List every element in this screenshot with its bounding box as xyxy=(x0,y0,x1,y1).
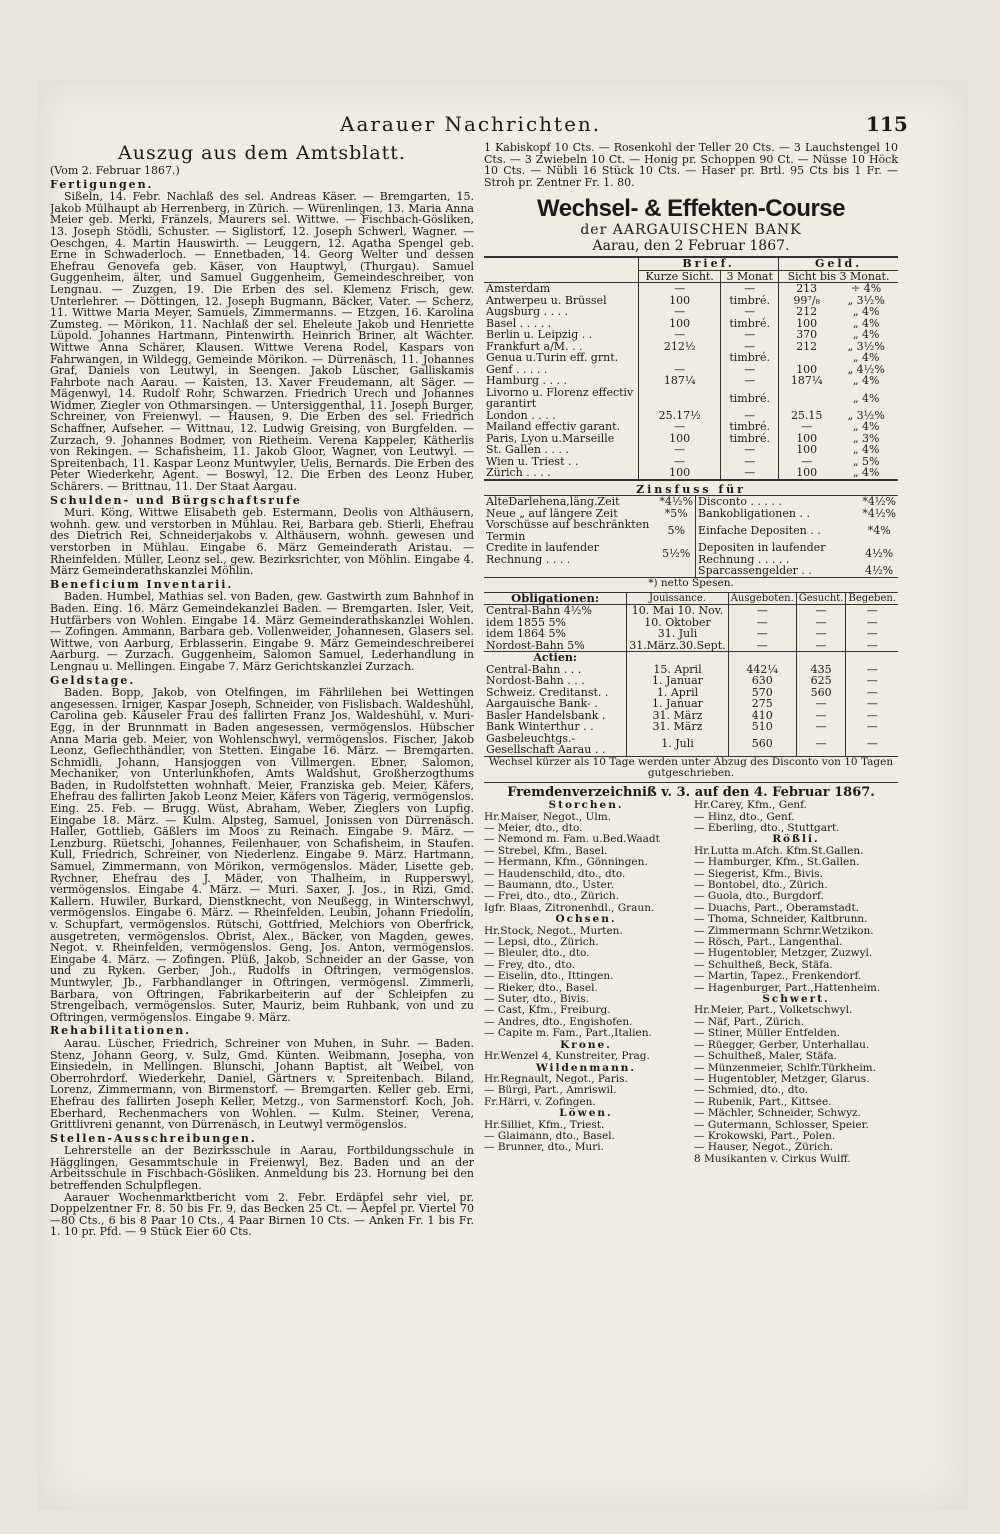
fx-geld-value: 212 xyxy=(779,306,835,318)
fx-geld-value: 213 xyxy=(779,283,835,295)
obligationen-header: Obligationen: xyxy=(484,592,627,605)
security-ausgeboten: — xyxy=(728,617,796,629)
fx-subtitle: der AARGAUISCHEN BANK xyxy=(580,222,802,239)
fx-geld-value: 100 xyxy=(779,444,835,456)
fx-date: Aarau, den 2 Februar 1867. xyxy=(592,238,790,255)
section-heading: Geldstage. xyxy=(50,673,136,687)
fx-geld-value: 100 xyxy=(779,433,835,445)
zins-right-label: Einfache Depositen . . xyxy=(696,519,861,542)
security-begeben: — xyxy=(846,664,898,676)
fx-place: Augsburg . . . . xyxy=(486,305,569,319)
obligation-row xyxy=(484,640,898,652)
security-jouissance: 31.März.30.Sept. xyxy=(627,640,728,652)
zins-right-label: Disconto . . . . . xyxy=(696,496,861,508)
fx-geld-value: 100 xyxy=(779,467,835,480)
section-paragraph: Sißeln, 14. Febr. Nachlaß des sel. Andreas Käser. — Bremgarten, 15. Jakob Mülhaupt ab Herrenberg, in Zürich. — Würenlingen, 13. Maria Anna Meier geb. Merki, Fränzels, Maurers sel. Wittwe. — Fischbach-Gösliken, 13. Joseph Stödli, Schuster. — Siglistorf, 12. Joseph Schwerl, Wagner. — Oeschgen, 4. Martin Hauswirth. — Leuggern, 12. Agatha Spengel geb. Erne in Schwaderloch. — Ennetbaden, 14. Georg Welter und dessen Ehefrau Genovefa geb. Käser, von Hauptwyl, (Thurgau). Samuel Guggenheim, älter, und Samuel Guggenheim, Gemeindeschreiber, von Lengnau. — Zuzgen, 19. Die Erben des sel. Klemenz Frisch, gew. Unterlehrer. — Döttingen, 12. Joseph Bugmann, Bäcker, Vater. — Scherz, 11. Wittwe Maria Meyer, Samuels, Zimmermanns. — Etzgen, 16. Karolina Zumsteg. — Mörikon, 11. Nachlaß der sel. Eheleute Jakob und Henriette Lüpold. Johannes Hartmann, Pintenwirth. Heinrich Briner, alt Wächter. Wittwe Anna Schärer, Klausen. Wittwe Verena Rodel, Kaspars von Fahrwangen, in Wildegg, Gemeinde Mörikon. — Dürrenäsch, 11. Johannes Graf, Daniels von Leutwyl, in Seengen. Jakob Lüscher, Galliskamis Fahrbote nach Aarau. — Kaisten, 13. Xaver Freudemann, alt Säger. — Mägenwyl, 14. Rudolf Rohr, Schwarzen. Friedrich Urech und Johannes Widmer, Ziegler von Othmarsingen. — Untersiggenthal, 11. Joseph Burger, Schreiner, von Freienwyl. — Hausen, 9. Die Erben des sel. Friedrich Schaffner, Aufseher. — Wittnau, 12. Ludwig Greising, von Burgfelden. — Zurzach, 9. Johannes Bodmer, von Rietheim. Verena Kappeler, Kätherlis von Rekingen. — Schafisheim, 11. Jakob Gloor, Wagner, von Leutwyl. — Spreitenbach, 11. Kaspar Leonz Muntwyler, Uelis, Bernards. Die Erben des Peter Wiederkehr, Agent. — Boswyl, 12. Die Erben des Leonz Huber, Schärers. — Brittnau, 11. Der Staat Aargau. xyxy=(50,190,474,494)
security-gesucht: — xyxy=(796,710,846,722)
visitor-entry: — Schmied, dto., dto. xyxy=(694,1085,809,1097)
fx-drei-monat: timbré. xyxy=(721,295,779,307)
fx-place: Hamburg . . . . xyxy=(486,374,567,388)
hotel-name: Ochsen. xyxy=(555,914,617,926)
visitor-entry: — Martin, Tapez., Frenkendorf. xyxy=(694,971,862,983)
security-jouissance: 1. April xyxy=(627,687,728,699)
visitor-entry: — Rüegger, Gerber, Unterhallau. xyxy=(694,1039,870,1051)
interest-rates-body xyxy=(484,496,898,578)
visitor-entry: — Cast, Kfm., Freiburg. xyxy=(484,1005,611,1017)
zins-row xyxy=(484,519,898,542)
share-row xyxy=(484,721,898,733)
fx-row xyxy=(484,467,898,480)
security-name: Nordost-Bahn . . . xyxy=(486,674,585,688)
security-gesucht: — xyxy=(796,605,846,617)
visitor-entry: — Guola, dto., Burgdorf. xyxy=(694,891,824,903)
zins-row xyxy=(484,542,898,565)
security-begeben: — xyxy=(846,628,898,640)
visitor-entry: — Frei, dto., dto., Zürich. xyxy=(484,891,619,903)
visitor-entry: — Baumann, dto., Uster. xyxy=(484,880,614,891)
fx-kurze-sicht: — xyxy=(639,444,721,456)
zins-left-label xyxy=(484,565,657,577)
security-begeben: — xyxy=(846,675,898,687)
visitor-entry: — Hamburger, Kfm., St.Gallen. xyxy=(694,857,860,869)
hotel-name: Löwen. xyxy=(559,1108,613,1120)
fx-place: Paris, Lyon u.Marseille xyxy=(486,431,615,445)
visitor-entry: Hr.Wenzel 4, Kunstreiter, Prag. xyxy=(484,1051,650,1063)
visitor-entry: — Meier, dto., dto. xyxy=(484,822,583,834)
exchange-rates-table xyxy=(484,256,898,481)
section-heading: Fertigungen. xyxy=(50,177,154,191)
fx-row xyxy=(484,387,898,410)
visitor-entry: — Rösch, Part., Langenthal. xyxy=(694,937,843,949)
fx-kurze-sicht: 100 xyxy=(639,295,721,307)
zins-left-rate: 5% xyxy=(667,524,685,538)
section-heading: Beneficium Inventarii. xyxy=(50,577,234,591)
obligation-row xyxy=(484,628,898,640)
fx-kurze-sicht: 25.17½ xyxy=(639,410,721,422)
fx-drei-monat: — xyxy=(721,283,779,295)
security-jouissance: 1. Juli xyxy=(627,733,728,757)
security-gesucht: — xyxy=(796,698,846,710)
fx-place: Amsterdam xyxy=(486,282,551,296)
zins-left-label: Credite in laufender Rechnung . . . . xyxy=(486,541,599,566)
fx-geld-value: — xyxy=(779,421,835,433)
security-begeben: — xyxy=(846,687,898,699)
visitor-entry: — Thoma, Schneider, Kaltbrunn. xyxy=(694,914,868,926)
security-gesucht: — xyxy=(796,640,846,652)
amtsblatt-title: Auszug aus dem Amtsblatt. xyxy=(118,142,406,164)
security-begeben: — xyxy=(846,733,898,757)
fx-geld-rate: „ 4% xyxy=(852,351,880,365)
fx-drei-monat: — xyxy=(721,329,779,341)
zins-right-label: Sparcassengelder . . xyxy=(696,565,861,577)
fx-geld-value: 212 xyxy=(779,341,835,353)
visitors-title: Fremdenverzeichniß v. 3. auf den 4. Februar 1867. xyxy=(507,784,875,800)
security-gesucht: — xyxy=(796,721,846,733)
hotel-name: Krone. xyxy=(560,1039,612,1051)
securities-table xyxy=(484,592,898,757)
fx-kurze-sicht: — xyxy=(639,306,721,318)
security-name: Aargauische Bank- . xyxy=(486,697,598,711)
fx-place: Basel . . . . . xyxy=(486,316,552,330)
security-gesucht: 435 xyxy=(796,664,846,676)
fx-geld-rate: „ 3½% xyxy=(847,293,885,307)
fx-kurze-sicht: — xyxy=(639,456,721,468)
section-paragraph: Aarauer Wochenmarktbericht vom 2. Febr. Erdäpfel sehr viel, pr. Doppelzentner Fr. 8. 50 bis Fr. 9, das Becken 25 Ct. — Aepfel pr. Viertel 70—80 Cts., 6 bis 8 Paar 10 Cts., 4 Paar Birnen 10 Cts. — Anken Fr. 1 bis Fr. 1. 10 pr. Pfd. — 9 Stück Eier 60 Cts. xyxy=(50,1190,474,1239)
security-jouissance: 31. Juli xyxy=(627,628,728,640)
visitor-entry: Hr.Carey, Kfm., Genf. xyxy=(694,800,808,812)
security-gesucht: — xyxy=(796,617,846,629)
section-heading: Stellen-Ausschreibungen. xyxy=(50,1131,257,1145)
brief-header: Brief. xyxy=(639,257,779,270)
visitor-entry: — Rubenik, Part., Kittsee. xyxy=(694,1096,832,1108)
visitor-entry: — Schultheß, Beck, Stäfa. xyxy=(694,959,833,971)
visitor-entry: — Hermann, Kfm., Gönningen. xyxy=(484,857,648,869)
fx-geld-value xyxy=(779,387,835,410)
exchange-rates-body xyxy=(484,283,898,480)
fx-geld-rate: „ 5% xyxy=(852,454,880,468)
fx-kurze-sicht: — xyxy=(639,421,721,433)
visitor-entry: — Eberling, dto., Stuttgart. xyxy=(694,822,840,834)
security-name: Central-Bahn . . . xyxy=(486,662,582,676)
security-name: Gasbeleuchtgs.-Gesellschaft Aarau . . xyxy=(486,731,606,757)
visitor-entry: Hr.Silliet, Kfm., Triest. xyxy=(484,1119,605,1131)
visitor-entry: — Capite m. Fam., Part.,Italien. xyxy=(484,1028,652,1040)
visitor-entry: Hr.Stock, Negot., Murten. xyxy=(484,925,623,937)
fx-drei-monat: — xyxy=(721,467,779,480)
security-name: idem 1864 5% xyxy=(486,627,566,641)
zins-left-label: Vorschüsse auf beschränkten Termin xyxy=(486,518,650,543)
visitor-entry: — Bleuler, dto., dto. xyxy=(484,948,590,960)
visitor-entry: — Frey, dto., dto. xyxy=(484,959,576,971)
security-begeben: — xyxy=(846,710,898,722)
visitor-entry: — Suter, dto., Bivis. xyxy=(484,994,589,1006)
security-begeben: — xyxy=(846,617,898,629)
security-begeben: — xyxy=(846,721,898,733)
fx-place: Frankfurt a/M. . . xyxy=(486,339,583,353)
sicht-header: Sicht bis 3 Monat. xyxy=(779,270,898,283)
visitor-entry: — Münzenmeier, Schlfr.Türkheim. xyxy=(694,1062,876,1074)
visitor-entry: — Zimmermann Schrnr.Wetzikon. xyxy=(694,925,874,937)
hotel-name: Storchen. xyxy=(548,800,624,812)
fx-title: Wechsel- & Effekten-Course xyxy=(537,195,845,223)
fx-geld-rate: „ 4% xyxy=(852,374,880,388)
security-gesucht: 625 xyxy=(796,675,846,687)
amtsblatt-sections xyxy=(50,179,474,1238)
fx-place: Livorno u. Florenz effectiv garantirt xyxy=(486,385,634,411)
fx-kurze-sicht xyxy=(639,387,721,410)
fx-place: Mailand effectiv garant. xyxy=(486,420,621,434)
visitor-entry: — Nemond m. Fam. u.Bed.Waadt xyxy=(484,834,660,846)
visitor-entry: — Hugentobler, Metzger, Glarus. xyxy=(694,1073,870,1085)
jouissance-header: Jouissance. xyxy=(627,592,728,605)
hotel-name: Rößli. xyxy=(772,834,820,846)
visitors-column-1 xyxy=(484,800,688,1165)
securities-note: Wechsel kürzer als 10 Tage werden unter Abzug des Disconto von 10 Tagen gutgeschrieben. xyxy=(484,757,898,783)
fx-geld-rate: „ 3% xyxy=(852,431,880,445)
fx-kurze-sicht: 212½ xyxy=(639,341,721,353)
fx-kurze-sicht: 187¼ xyxy=(639,375,721,387)
section-paragraph: Aarau. Lüscher, Friedrich, Schreiner von Muhen, in Suhr. — Baden. Stenz, Johann Georg, v. Sulz, Gmd. Künten. Weibmann, Josepha, von Einsiedeln, in Mellingen. Blunschi, Johann Baptist, alt Weibel, von Oberrohrdorf. Wiederkehr, Daniel, Gärtners v. Spreitenbach. Biland, Lorenz, Zimmermann, von Birmenstorf. — Bremgarten. Keller geb. Erni, Ehefrau des fallirten Joseph Keller, Metzg., von Sarmenstorf. Koch, Joh. Eberhard, Rechenmachers von Wohlen. — Kulm. Steiner, Verena, Grittlivreni genannt, von Dürrenäsch, in Leutwyl vermögenslos. xyxy=(50,1036,474,1132)
fx-drei-monat: — xyxy=(721,456,779,468)
fx-drei-monat: timbré. xyxy=(721,352,779,364)
section-heading: Schulden- und Bürgschaftsrufe xyxy=(50,493,302,507)
fx-geld-rate: „ 4% xyxy=(852,305,880,319)
zins-right-rate: 4½% xyxy=(865,564,894,578)
visitor-entry: — Rieker, dto., Basel. xyxy=(484,982,598,994)
zins-left-label: AlteDarlehena,läng.Zeit xyxy=(486,495,620,509)
section-paragraph: Baden. Bopp, Jakob, von Otelfingen, im Fährlilehen bei Wettingen angesessen. Irniger, Kaspar Joseph, Schneider, von Fislisbach. Waldeshühl, Carolina geb. Käuseler Frau des fallirten Franz Jos. Waldeshühl, v. Muri-Egg, in der Brunnmatt in Baden angesessen, vermögenslos. Hübscher Anna Maria geb. Meier, von Wohlenschwyl, vermögenslos. Fischer, Jakob Leonz, Geflechthändler, von Stetten. Eingabe 16. März. — Bremgarten. Schmidli, Johann, Hansjoggen von Villmergen. Ebner, Salomon, Mechaniker, von Unterlunkhofen, Amts Waldshut, Großherzogthums Baden, in Rudolfstetten wohnhaft. Meier, Franziska geb. Meier, Käfers, Ehefrau des fallirten Jakob Leonz Meier, Käfers von Tägerig, vermögenslos. Eing. 25. Feb. — Brugg. Wüst, Abraham, Weber, Zieglers von Lupfig. Eingabe 18. März. — Kulm. Alpsteg, Samuel, Jonissen von Dürrenäsch. Haller, Gottlieb, Gäßlers im Moos zu Reinach. Eingabe 9. März. — Lenzburg. Rüetschi, Johannes, Feilenhauer, von Schafisheim, in Staufen. Kull, Friedrich, Schreiner, von Niederlenz. Eingabe 9. März. Hartmann, Samuel, Zimmermann, von Mörikon, vermögenslos. Mäder, Lisette geb. Rychner, Ehefrau des J. Mäder, von Thalheim, in Rupperswyl, vermögenslos. Eingabe 4. März. — Muri. Saxer, J. Jos., in Rizi, Gmd. Kallern. Huwiler, Burkard, Dienstknecht, von Neußegg, in Winterschwyl, vermögenslos. Eingabe 6. März. — Rheinfelden. Leubin, Johann Friedolin, v. Schupfart, vermögenslos. Rütschi, Gottfried, Melchiors von Oberfrick, ausgetreten, vermögenslos. Obrist, Alex., Bäcker, von Magden, gewes. Negot. v. Rheinfelden, vermögenslos. Geng, Jos. Anton, vermögenslos. Eingabe 4. März. — Zofingen. Plüß, Jakob, Schneider an der Gasse, von und zu Ryken. Gerber, Joh., Rudolfs in Oftringen, vermögenslos. Muntwyler, Jb., Farbhandlanger in Oftringen, vermögensl. Zimmerli, Barbara, von Oftringen, Fabrikarbeiterin auf der Schleipfen zu Strengelbach, vermögenslos. Suter, Mauriz, beim Ruhbank, von und zu Oftringen, vermögenslos. Eingabe 9. März. xyxy=(50,686,474,1024)
zins-right-rate: *4½% xyxy=(862,495,896,509)
fx-drei-monat: timbré. xyxy=(721,318,779,330)
visitor-entry: — Hugentobler, Metzger, Zuzwyl. xyxy=(694,948,873,960)
visitor-entry: — Mächler, Schneider, Schwyz. xyxy=(694,1108,861,1120)
security-name: Basler Handelsbank . xyxy=(486,708,606,722)
security-name: Schweiz. Creditanst. . xyxy=(486,685,609,699)
hotel-name: Wildenmann. xyxy=(535,1062,637,1074)
fx-place: Antwerpeu u. Brüssel xyxy=(486,293,607,307)
fx-drei-monat: — xyxy=(721,444,779,456)
amtsblatt-subtitle: (Vom 2. Februar 1867.) xyxy=(50,164,180,177)
section-paragraph: Baden. Humbel, Mathias sel. von Baden, gew. Gastwirth zum Bahnhof in Baden. Eing. 16. März Gemeindekanzlei Baden. — Bremgarten. Isler, Veit, Hutfärbers von Wohlen. Eingabe 14. März Gemeinderathskanzlei Wohlen. — Zofingen. Ammann, Barbara geb. Vollenweider, Johannesen, Glasers sel. Wittwe, von Aarburg, Erblasserin. Eingabe 9. März Gemeindeschreiberei Aarburg. — Zurzach. Guggenheim, Salomon Samuel, Lederhandlung in Lengnau u. Mellingen. Eingabe 7. März Gerichtskanzlei Zurzach. xyxy=(50,590,474,673)
fx-geld-value: 187¼ xyxy=(779,375,835,387)
actien-header: Actien: xyxy=(484,652,627,664)
security-name: Nordost-Bahn 5% xyxy=(486,638,585,652)
fx-drei-monat: — xyxy=(721,364,779,376)
security-jouissance: 31. März xyxy=(627,710,728,722)
security-ausgeboten: 410 xyxy=(728,710,796,722)
zins-right-label: Depositen in laufender Rechnung . . . . . xyxy=(696,542,861,565)
fx-drei-monat: — xyxy=(721,341,779,353)
fx-drei-monat: timbré. xyxy=(721,387,779,410)
visitor-entry: Hr.Maiser, Negot., Ulm. xyxy=(484,811,612,823)
zins-left-rate: *5% xyxy=(664,506,688,520)
visitor-entry: — Eiselin, dto., Ittingen. xyxy=(484,971,614,983)
fx-geld-rate: „ 4½% xyxy=(847,362,885,376)
security-begeben: — xyxy=(846,698,898,710)
fx-drei-monat: timbré. xyxy=(721,433,779,445)
zins-left-label: Neue „ auf längere Zeit xyxy=(486,506,618,520)
visitor-entry: — Duachs, Part., Oberamstadt. xyxy=(694,902,860,914)
fx-drei-monat: timbré. xyxy=(721,421,779,433)
fx-geld-value: — xyxy=(779,456,835,468)
security-gesucht: — xyxy=(796,733,846,757)
fx-geld-rate: „ 4% xyxy=(852,420,880,434)
fx-geld-rate: „ 3½% xyxy=(847,339,885,353)
security-jouissance: 1. Januar xyxy=(627,698,728,710)
kurze-sicht-header: Kurze Sicht. xyxy=(639,270,721,283)
fx-geld-value: 99⁷/₈ xyxy=(779,295,835,307)
fx-geld-value: 25.15 xyxy=(779,410,835,422)
visitor-entry: — Andres, dto., Engishofen. xyxy=(484,1016,633,1028)
zins-right-rate: 4½% xyxy=(865,547,894,561)
visitor-entry: — Krokowski, Part., Polen. xyxy=(694,1130,836,1142)
section-heading: Rehabilitationen. xyxy=(50,1024,192,1038)
fx-geld-rate: „ 4% xyxy=(852,391,880,405)
zins-footnote: *) netto Spesen. xyxy=(648,576,734,589)
fx-drei-monat: — xyxy=(721,410,779,422)
visitor-entry: Hr.Meier, Part., Volketschwyl. xyxy=(694,1005,853,1017)
security-begeben: — xyxy=(846,605,898,617)
security-ausgeboten: 510 xyxy=(728,721,796,733)
security-ausgeboten: 630 xyxy=(728,675,796,687)
gesucht-header: Gesucht. xyxy=(796,592,846,605)
visitor-entry: — Näf, Part., Zürich. xyxy=(694,1016,804,1028)
zins-left-rate: *4½% xyxy=(659,495,694,509)
fx-kurze-sicht: 100 xyxy=(639,433,721,445)
fx-geld-value: 100 xyxy=(779,318,835,330)
visitor-entry: 8 Musikanten v. Cirkus Wulff. xyxy=(694,1153,851,1165)
section-paragraph: Muri. Köng, Wittwe Elisabeth geb. Estermann, Deolis von Althäusern, wohnh. gew. und verstorben in Mühlau. Rei, Barbara geb. Stierli, Ehefrau des Dietrich Rei, Schneiderjakobs v. Althäusern, wohnh. gewesen und verstorben in Mühlau. Eingabe 6. März Gemeinderath Aristau. — Rheinfelden. Müller, Leonz sel., gew. Bezirksrichter, von Möhlin. Eingabe 4. März Gemeinderathskanzlei Möhlin. xyxy=(50,506,474,578)
visitor-entry: Igfr. Blaas, Zitronenhdl., Graun. xyxy=(484,902,655,914)
security-begeben: — xyxy=(846,640,898,652)
visitor-entry: — Hagenburger, Part.,Hattenheim. xyxy=(694,982,881,994)
visitor-entry: Fr.Härri, v. Zofingen. xyxy=(484,1096,596,1108)
security-ausgeboten: — xyxy=(728,628,796,640)
security-name: idem 1855 5% xyxy=(486,615,566,629)
market-report-continued: 1 Kabiskopf 10 Cts. — Rosenkohl der Teller 20 Cts. — 3 Lauchstengel 10 Cts. — 3 Zwiebeln 10 Ct. — Honig pr. Schoppen 90 Ct. — Nüsse 10 Höck 10 Cts. — Nübli 16 Stück 10 Cts. — Haser pr. Brtl. 95 Cts bis 1 Fr. — Stroh pr. Zentner Fr. 1. 80. xyxy=(484,142,898,189)
fx-place: Berlin u. Leipzig . . xyxy=(486,328,593,342)
fx-place: Zürich . . . . xyxy=(486,466,551,480)
visitor-entry: — Gutermann, Schlosser, Speier. xyxy=(694,1119,869,1131)
zins-right-label: Bankobligationen . . xyxy=(696,508,861,520)
visitor-entry: Hr.Lutta m.Afch. Kfm.St.Gallen. xyxy=(694,845,864,857)
security-ausgeboten: 442¼ xyxy=(728,664,796,676)
fx-place: Genua u.Turin eff. grnt. xyxy=(486,351,619,365)
visitor-entry: — Stiner, Müller Entfelden. xyxy=(694,1028,841,1040)
visitor-entry: — Bontobel, dto., Zürich. xyxy=(694,880,828,891)
zins-left-rate xyxy=(657,565,695,577)
security-jouissance: 10. Oktober xyxy=(627,617,728,629)
security-ausgeboten: — xyxy=(728,605,796,617)
fx-kurze-sicht: 100 xyxy=(639,318,721,330)
fx-drei-monat: — xyxy=(721,306,779,318)
hotel-name: Schwert. xyxy=(762,994,830,1006)
fx-kurze-sicht: — xyxy=(639,364,721,376)
fx-kurze-sicht: 100 xyxy=(639,467,721,480)
visitor-entry: — Strebel, Kfm., Basel. xyxy=(484,845,608,857)
fx-geld-value: 370 xyxy=(779,329,835,341)
fx-geld-rate: „ 4% xyxy=(852,443,880,457)
zins-left-rate: 5½% xyxy=(662,547,691,561)
obligations-body xyxy=(484,605,898,652)
fx-place: Wien u. Triest . . xyxy=(486,454,579,468)
visitor-entry: — Bürgi, Part., Amriswil. xyxy=(484,1085,617,1097)
security-ausgeboten: 570 xyxy=(728,687,796,699)
shares-body xyxy=(484,664,898,757)
fx-geld-rate: „ 4% xyxy=(852,316,880,330)
right-column xyxy=(484,142,898,1462)
fx-drei-monat: — xyxy=(721,375,779,387)
security-ausgeboten: 560 xyxy=(728,733,796,757)
fx-place: St. Gallen . . . . xyxy=(486,443,569,457)
running-head-title: Aarauer Nachrichten. xyxy=(340,112,602,136)
security-gesucht: 560 xyxy=(796,687,846,699)
share-row xyxy=(484,698,898,710)
security-name: Bank Winterthur . . xyxy=(486,720,594,734)
visitors-column-2 xyxy=(694,800,898,1165)
fx-geld-rate: ÷ 4% xyxy=(851,282,882,296)
visitor-entry: — Glaimann, dto., Basel. xyxy=(484,1130,615,1142)
begeben-header: Begeben. xyxy=(846,592,898,605)
fx-kurze-sicht: — xyxy=(639,329,721,341)
security-gesucht: — xyxy=(796,628,846,640)
obligation-row xyxy=(484,605,898,617)
fx-geld-value: 100 xyxy=(779,364,835,376)
fx-geld-rate: „ 3½% xyxy=(847,408,885,422)
section-paragraph: Lehrerstelle an der Bezirksschule in Aarau, Fortbildungsschule in Hägglingen, Gesammtschule in Freienwyl, Bez. Baden und an der Arbeitsschule in Fischbach-Gösliken. Anmeldung bis 23. Hornung bei den betreffenden Schulpflegen. xyxy=(50,1144,474,1193)
left-column xyxy=(50,142,474,1462)
visitor-entry: Hr.Regnault, Negot., Paris. xyxy=(484,1073,628,1085)
page-number: 115 xyxy=(866,112,908,136)
interest-rates-table xyxy=(484,495,898,578)
geld-header: Geld. xyxy=(779,257,898,270)
fx-kurze-sicht: — xyxy=(639,283,721,295)
share-row xyxy=(484,733,898,757)
security-jouissance: 10. Mai 10. Nov. xyxy=(627,605,728,617)
visitor-entry: — Schultheß, Maler, Stäfa. xyxy=(694,1051,837,1063)
visitors-list xyxy=(484,800,898,1165)
ausgeboten-header: Ausgeboten. xyxy=(728,592,796,605)
fx-geld-rate: „ 4% xyxy=(852,466,880,480)
fx-place: Genf . . . . . xyxy=(486,362,548,376)
fx-place: London . . . . xyxy=(486,408,556,422)
zins-row xyxy=(484,565,898,577)
visitor-entry: — Hauser, Negot., Zürich. xyxy=(694,1142,834,1154)
visitor-entry: — Brunner, dto., Muri. xyxy=(484,1142,604,1154)
security-jouissance: 15. April xyxy=(627,664,728,676)
security-jouissance: 1. Januar xyxy=(627,675,728,687)
share-row xyxy=(484,675,898,687)
zins-right-rate: *4½% xyxy=(862,506,896,520)
security-jouissance: 31. März xyxy=(627,721,728,733)
visitor-entry: — Lepsi, dto., Zürich. xyxy=(484,937,599,949)
visitor-entry: — Hinz, dto., Genf. xyxy=(694,811,795,823)
visitor-entry: — Siegerist, Kfm., Bivis. xyxy=(694,868,823,880)
drei-monat-header: 3 Monat xyxy=(721,270,779,283)
security-ausgeboten: 275 xyxy=(728,698,796,710)
zins-right-rate: *4% xyxy=(867,524,891,538)
zins-title: Zinsfuss für xyxy=(636,482,746,496)
fx-geld-rate: „ 4% xyxy=(852,328,880,342)
security-ausgeboten: — xyxy=(728,640,796,652)
security-name: Central-Bahn 4½% xyxy=(486,604,592,618)
visitor-entry: — Haudenschild, dto., dto. xyxy=(484,868,626,880)
